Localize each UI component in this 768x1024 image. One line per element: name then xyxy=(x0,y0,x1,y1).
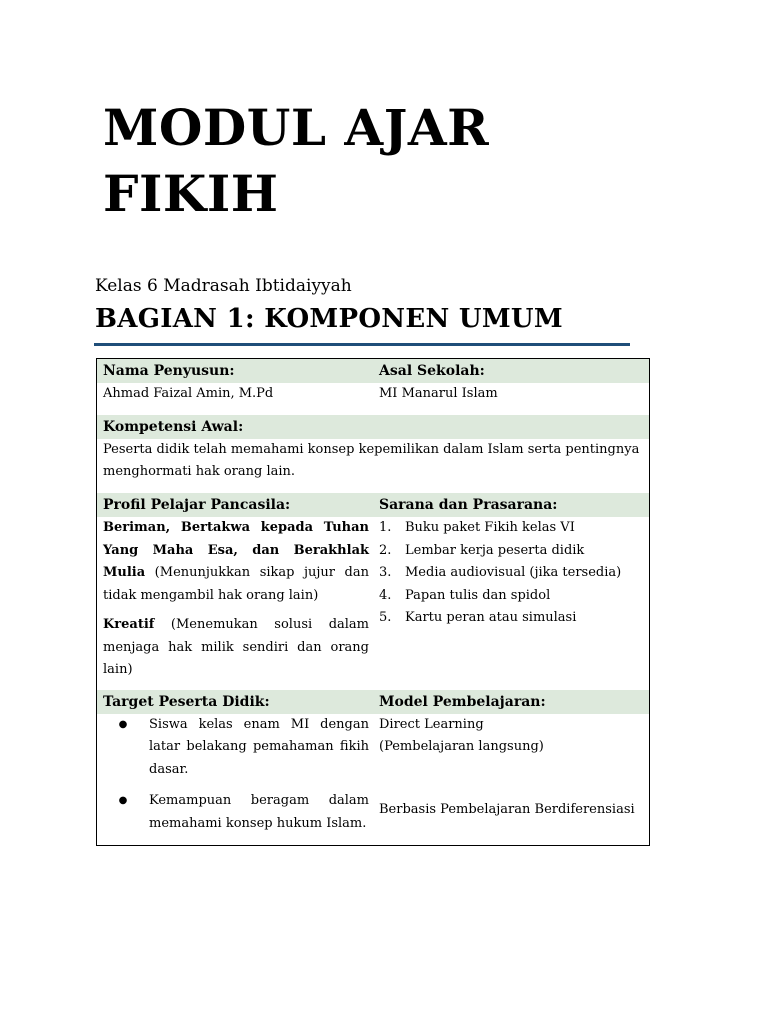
model-label: Model Pembelajaran: xyxy=(379,693,546,710)
list-number: 5. xyxy=(379,610,392,625)
title-line-1: MODUL AJAR xyxy=(103,98,490,157)
list-text: Lembar kerja peserta didik xyxy=(405,542,585,558)
target-label: Target Peserta Didik: xyxy=(103,693,270,710)
table-header-row xyxy=(97,493,649,517)
table-header-row xyxy=(97,415,649,439)
table-header-row xyxy=(97,359,649,383)
document-title xyxy=(103,95,489,227)
table-row xyxy=(97,383,649,405)
kompetensi-label: Kompetensi Awal: xyxy=(103,419,244,435)
list-text: Buku paket Fikih kelas VI xyxy=(405,520,575,535)
heading-rule xyxy=(94,343,630,346)
list-item xyxy=(97,790,373,835)
general-component-table xyxy=(96,358,650,846)
profil-list xyxy=(97,517,373,682)
list-text: Media audiovisual (jika tersedia) xyxy=(405,565,622,580)
sekolah-label: Asal Sekolah: xyxy=(379,363,485,379)
table-row xyxy=(97,714,649,836)
kompetensi-value: Peserta didik telah memahami konsep kepemilikan dalam Islam serta pentingnya menghormati hak orang lain. xyxy=(103,442,640,479)
sarana-label: Sarana dan Prasarana: xyxy=(379,497,558,513)
profil-item-desc: (Menunjukkan sikap jujur dan tidak mengambil hak orang lain) xyxy=(103,565,369,603)
list-item xyxy=(379,607,649,630)
list-text: Kartu peran atau simulasi xyxy=(405,610,577,625)
document-subtitle: Kelas 6 Madrasah Ibtidaiyyah xyxy=(95,276,352,296)
list-text: Siswa kelas enam MI dengan latar belakang pemahaman fikih dasar. xyxy=(149,716,369,777)
list-number: 1. xyxy=(379,520,392,535)
list-text: Kemampuan beragam dalam memahami konsep hukum Islam. xyxy=(149,793,369,831)
sarana-list xyxy=(373,517,649,682)
profil-item xyxy=(97,614,373,682)
table-row xyxy=(97,439,649,483)
sekolah-value: MI Manarul Islam xyxy=(379,386,498,401)
list-number: 2. xyxy=(379,542,392,558)
model-list xyxy=(373,714,649,836)
model-item: Direct Learning (Pembelajaran langsung) xyxy=(379,716,544,754)
penyusun-label: Nama Penyusun: xyxy=(103,363,235,379)
list-item xyxy=(379,562,649,585)
title-line-2: FIKIH xyxy=(103,164,279,223)
penyusun-value: Ahmad Faizal Amin, M.Pd xyxy=(103,386,274,401)
list-item xyxy=(379,585,649,608)
section-heading: BAGIAN 1: KOMPONEN UMUM xyxy=(95,304,563,334)
bullet-icon: ● xyxy=(118,718,128,730)
list-item xyxy=(379,540,649,563)
profil-label: Profil Pelajar Pancasila: xyxy=(103,497,291,513)
list-number: 4. xyxy=(379,587,392,603)
target-list xyxy=(97,714,373,836)
model-item: Berbasis Pembelajaran Berdiferensiasi xyxy=(379,801,635,817)
list-number: 3. xyxy=(379,565,392,580)
table-header-row xyxy=(97,690,649,714)
bullet-icon: ● xyxy=(118,795,128,806)
profil-item xyxy=(97,517,373,607)
list-item xyxy=(97,714,373,782)
table-row xyxy=(97,517,649,682)
profil-item-title: Beriman, Bertakwa kepada Tuhan Yang Maha Esa, dan Berakhlak Mulia xyxy=(103,520,369,580)
profil-item-desc: (Menemukan solusi dalam menjaga hak milik sendiri dan orang lain) xyxy=(103,617,369,677)
profil-item-title: Kreatif xyxy=(103,617,155,632)
list-item xyxy=(379,517,649,540)
list-text: Papan tulis dan spidol xyxy=(405,587,551,603)
